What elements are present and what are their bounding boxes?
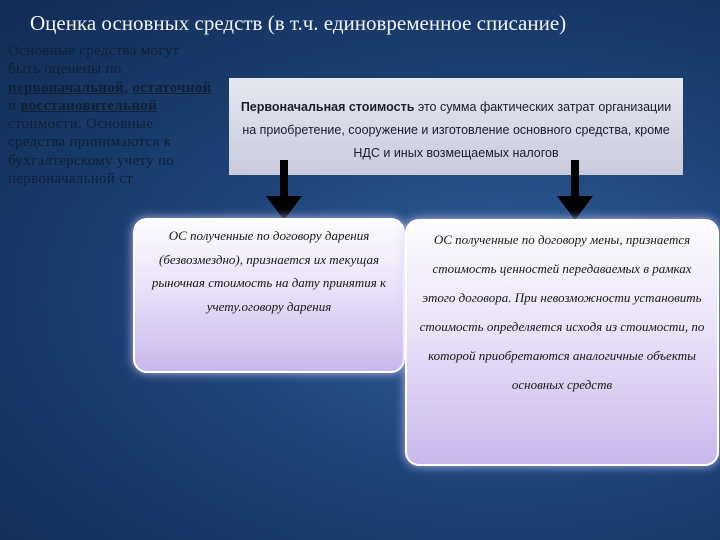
exchange-card-text: ОС полученные по договору мены, признается стоимость ценностей передаваемых в рамках этого договора. При невозможности установить стоимость определяется исходя из стоимости, по которой приобретаются аналогичные объекты основных средств — [419, 232, 705, 392]
exchange-contract-card — [405, 219, 719, 466]
arrow-down-icon — [555, 160, 595, 222]
definition-term: Первоначальная стоимость — [240, 100, 415, 114]
definition-text: это сумма фактических затрат организации на приобретение, сооружение и изготовление основного средства, кроме НДС и иных возмещаемых налогов — [242, 100, 672, 160]
intro-conjunction: и — [8, 97, 17, 114]
slide-title: Оценка основных средств (в т.ч. единовременное списание) — [30, 11, 567, 35]
intro-text — [8, 42, 213, 188]
intro-lead: Основные средства могут быть оценены по — [8, 43, 180, 78]
gift-card-text: ОС полученные по договору дарения (безвозмездно), признается их текущая рыночная стоимость на дату принятия к учету.оговору дарения — [151, 228, 387, 314]
gift-contract-card — [133, 218, 405, 373]
intro-tail: стоимости. Основные средства принимаются к бухгалтерскому учету по первоначальной ст — [8, 116, 175, 188]
arrow-down-icon — [264, 160, 304, 222]
term-initial: первоначальной, — [8, 79, 129, 96]
term-restoration: восстановительной — [20, 97, 158, 114]
term-residual: остаточной — [132, 79, 212, 96]
